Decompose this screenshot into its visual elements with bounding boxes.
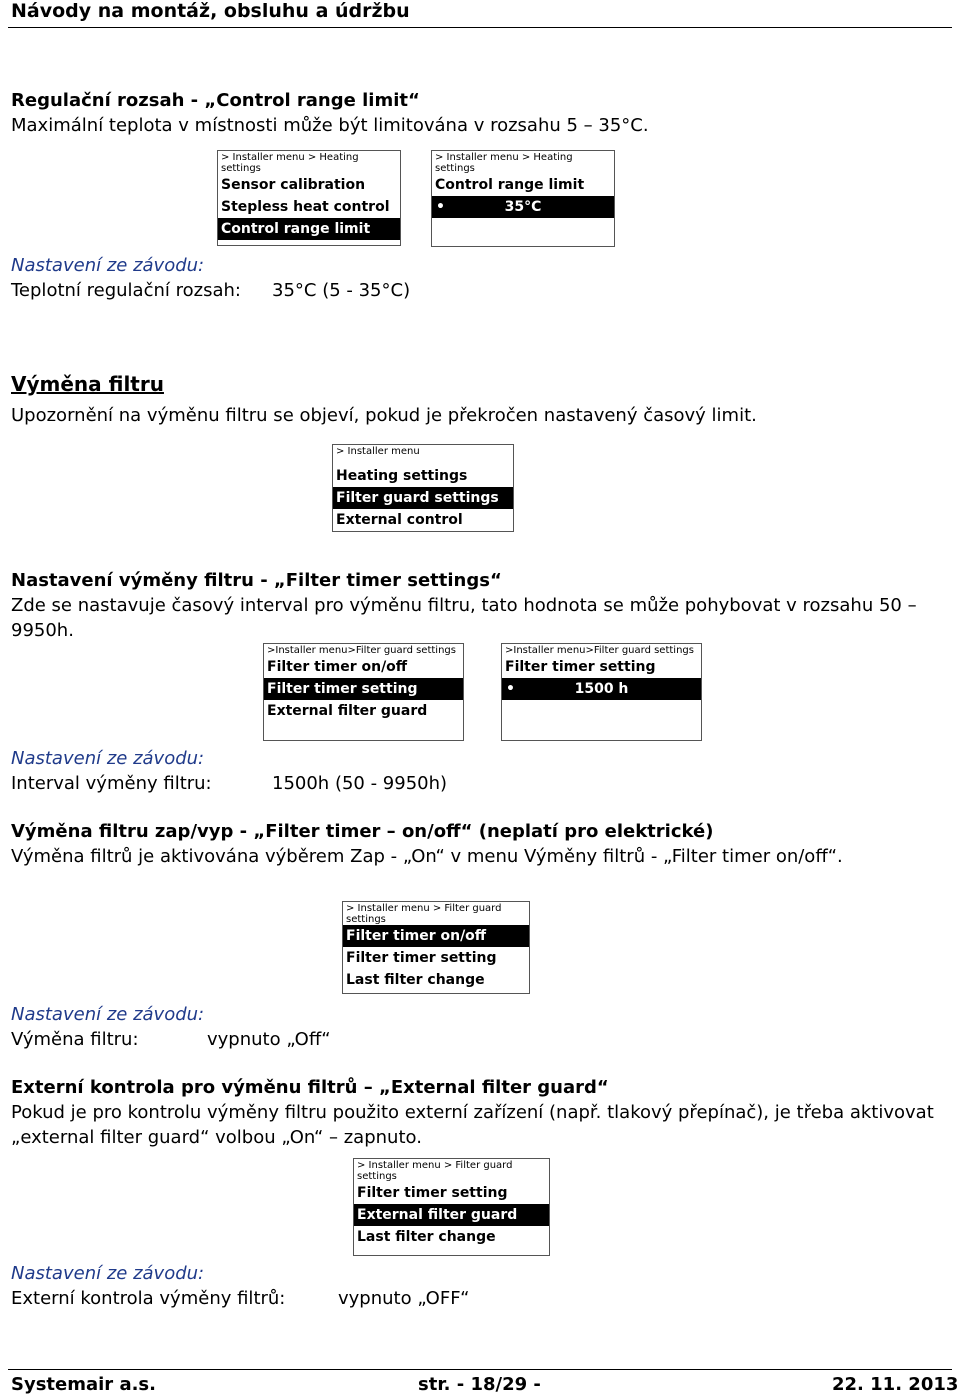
section-body-filter-timer-onoff: Výměna filtrů je aktivována výběrem Zap - „On“ v menu Výměny filtrů - „Filter timer on/off“.	[11, 846, 843, 867]
menu-item: Control range limit	[435, 177, 585, 193]
menu-item: Last filter change	[357, 1229, 496, 1245]
section-body-filter-timer-line1: Zde se nastavuje časový interval pro výměnu filtru, tato hodnota se může pohybovat v rozsahu 50 –	[11, 595, 917, 616]
bullet-icon: •	[436, 199, 445, 215]
setting-label: Výměna filtru:	[11, 1029, 139, 1050]
setting-label: Externí kontrola výměny filtrů:	[11, 1288, 286, 1309]
menu-item: Filter timer setting	[357, 1185, 508, 1201]
section-heading-filter-timer-onoff: Výměna filtru zap/vyp - „Filter timer – on/off“ (neplatí pro elektrické)	[11, 821, 714, 842]
menu-value-row	[432, 196, 614, 218]
section-heading-external-filter-guard: Externí kontrola pro výměnu filtrů – „External filter guard“	[11, 1077, 609, 1098]
lcd-menu-installer	[332, 444, 514, 532]
menu-path: > Installer menu	[336, 446, 420, 457]
factory-setting-label: Nastavení ze závodu:	[11, 1004, 205, 1025]
section-body-control-range: Maximální teplota v místnosti může být limitována v rozsahu 5 – 35°C.	[11, 115, 649, 136]
factory-setting-label: Nastavení ze závodu:	[11, 255, 205, 276]
lcd-menu-external-filter-guard	[353, 1158, 550, 1256]
header-divider	[8, 27, 952, 28]
setting-label: Interval výměny filtru:	[11, 773, 212, 794]
setting-label: Teplotní regulační rozsah:	[11, 280, 241, 301]
section-body-external-line2: „external filter guard“ volbou „On“ – zapnuto.	[11, 1127, 422, 1148]
setting-value: 1500h (50 - 9950h)	[272, 773, 448, 794]
menu-item-selected: Filter guard settings	[333, 487, 513, 509]
menu-item: Filter timer setting	[346, 950, 497, 966]
setting-value: 35°C (5 - 35°C)	[272, 280, 411, 301]
document-header-title: Návody na montáž, obsluhu a údržbu	[11, 0, 410, 22]
menu-path: > Installer menu > Filter guard settings	[346, 903, 502, 925]
footer-divider	[8, 1369, 952, 1370]
menu-item: Filter timer on/off	[267, 659, 408, 675]
section-heading-filter-change: Výměna filtru	[11, 372, 164, 396]
setting-value: vypnuto „Off“	[207, 1029, 331, 1050]
menu-path: > Installer menu > Heating settings	[221, 152, 359, 174]
menu-path: >Installer menu>Filter guard settings	[267, 645, 456, 656]
lcd-menu-heating-settings	[217, 150, 401, 246]
menu-item-selected: Control range limit	[218, 218, 400, 240]
menu-item: Stepless heat control	[221, 199, 390, 215]
section-body-external-line1: Pokud je pro kontrolu výměny filtru použito externí zařízení (např. tlakový přepínač), je třeba aktivovat	[11, 1102, 934, 1123]
menu-item: Sensor calibration	[221, 177, 366, 193]
menu-item: External control	[336, 512, 463, 528]
footer-company: Systemair a.s.	[11, 1374, 156, 1395]
menu-item: Heating settings	[336, 468, 468, 484]
setting-value: vypnuto „OFF“	[338, 1288, 470, 1309]
section-heading-control-range: Regulační rozsah - „Control range limit“	[11, 90, 420, 111]
menu-value: 35°C	[504, 199, 542, 215]
factory-setting-label: Nastavení ze závodu:	[11, 1263, 205, 1284]
menu-value: 1500 h	[574, 681, 629, 697]
menu-item-selected: External filter guard	[354, 1204, 549, 1226]
footer-page-number: str. - 18/29 -	[418, 1374, 541, 1395]
menu-path: > Installer menu > Heating settings	[435, 152, 573, 174]
menu-item-selected: Filter timer setting	[264, 678, 463, 700]
menu-path: > Installer menu > Filter guard settings	[357, 1160, 513, 1182]
menu-value-row	[502, 678, 701, 700]
menu-path: >Installer menu>Filter guard settings	[505, 645, 694, 656]
menu-item: External filter guard	[267, 703, 428, 719]
lcd-menu-filter-guard-settings	[263, 643, 464, 741]
lcd-menu-control-range-value	[431, 150, 615, 247]
section-body-filter-timer-line2: 9950h.	[11, 620, 74, 641]
footer-date: 22. 11. 2013	[832, 1374, 959, 1395]
lcd-menu-filter-timer-onoff	[342, 901, 530, 994]
menu-item: Filter timer setting	[505, 659, 656, 675]
section-heading-filter-timer: Nastavení výměny filtru - „Filter timer settings“	[11, 570, 502, 591]
section-body-filter-change: Upozornění na výměnu filtru se objeví, pokud je překročen nastavený časový limit.	[11, 405, 757, 426]
menu-item-selected: Filter timer on/off	[343, 925, 529, 947]
factory-setting-label: Nastavení ze závodu:	[11, 748, 205, 769]
bullet-icon: •	[506, 681, 515, 697]
menu-item: Last filter change	[346, 972, 485, 988]
lcd-menu-filter-timer-value	[501, 643, 702, 741]
